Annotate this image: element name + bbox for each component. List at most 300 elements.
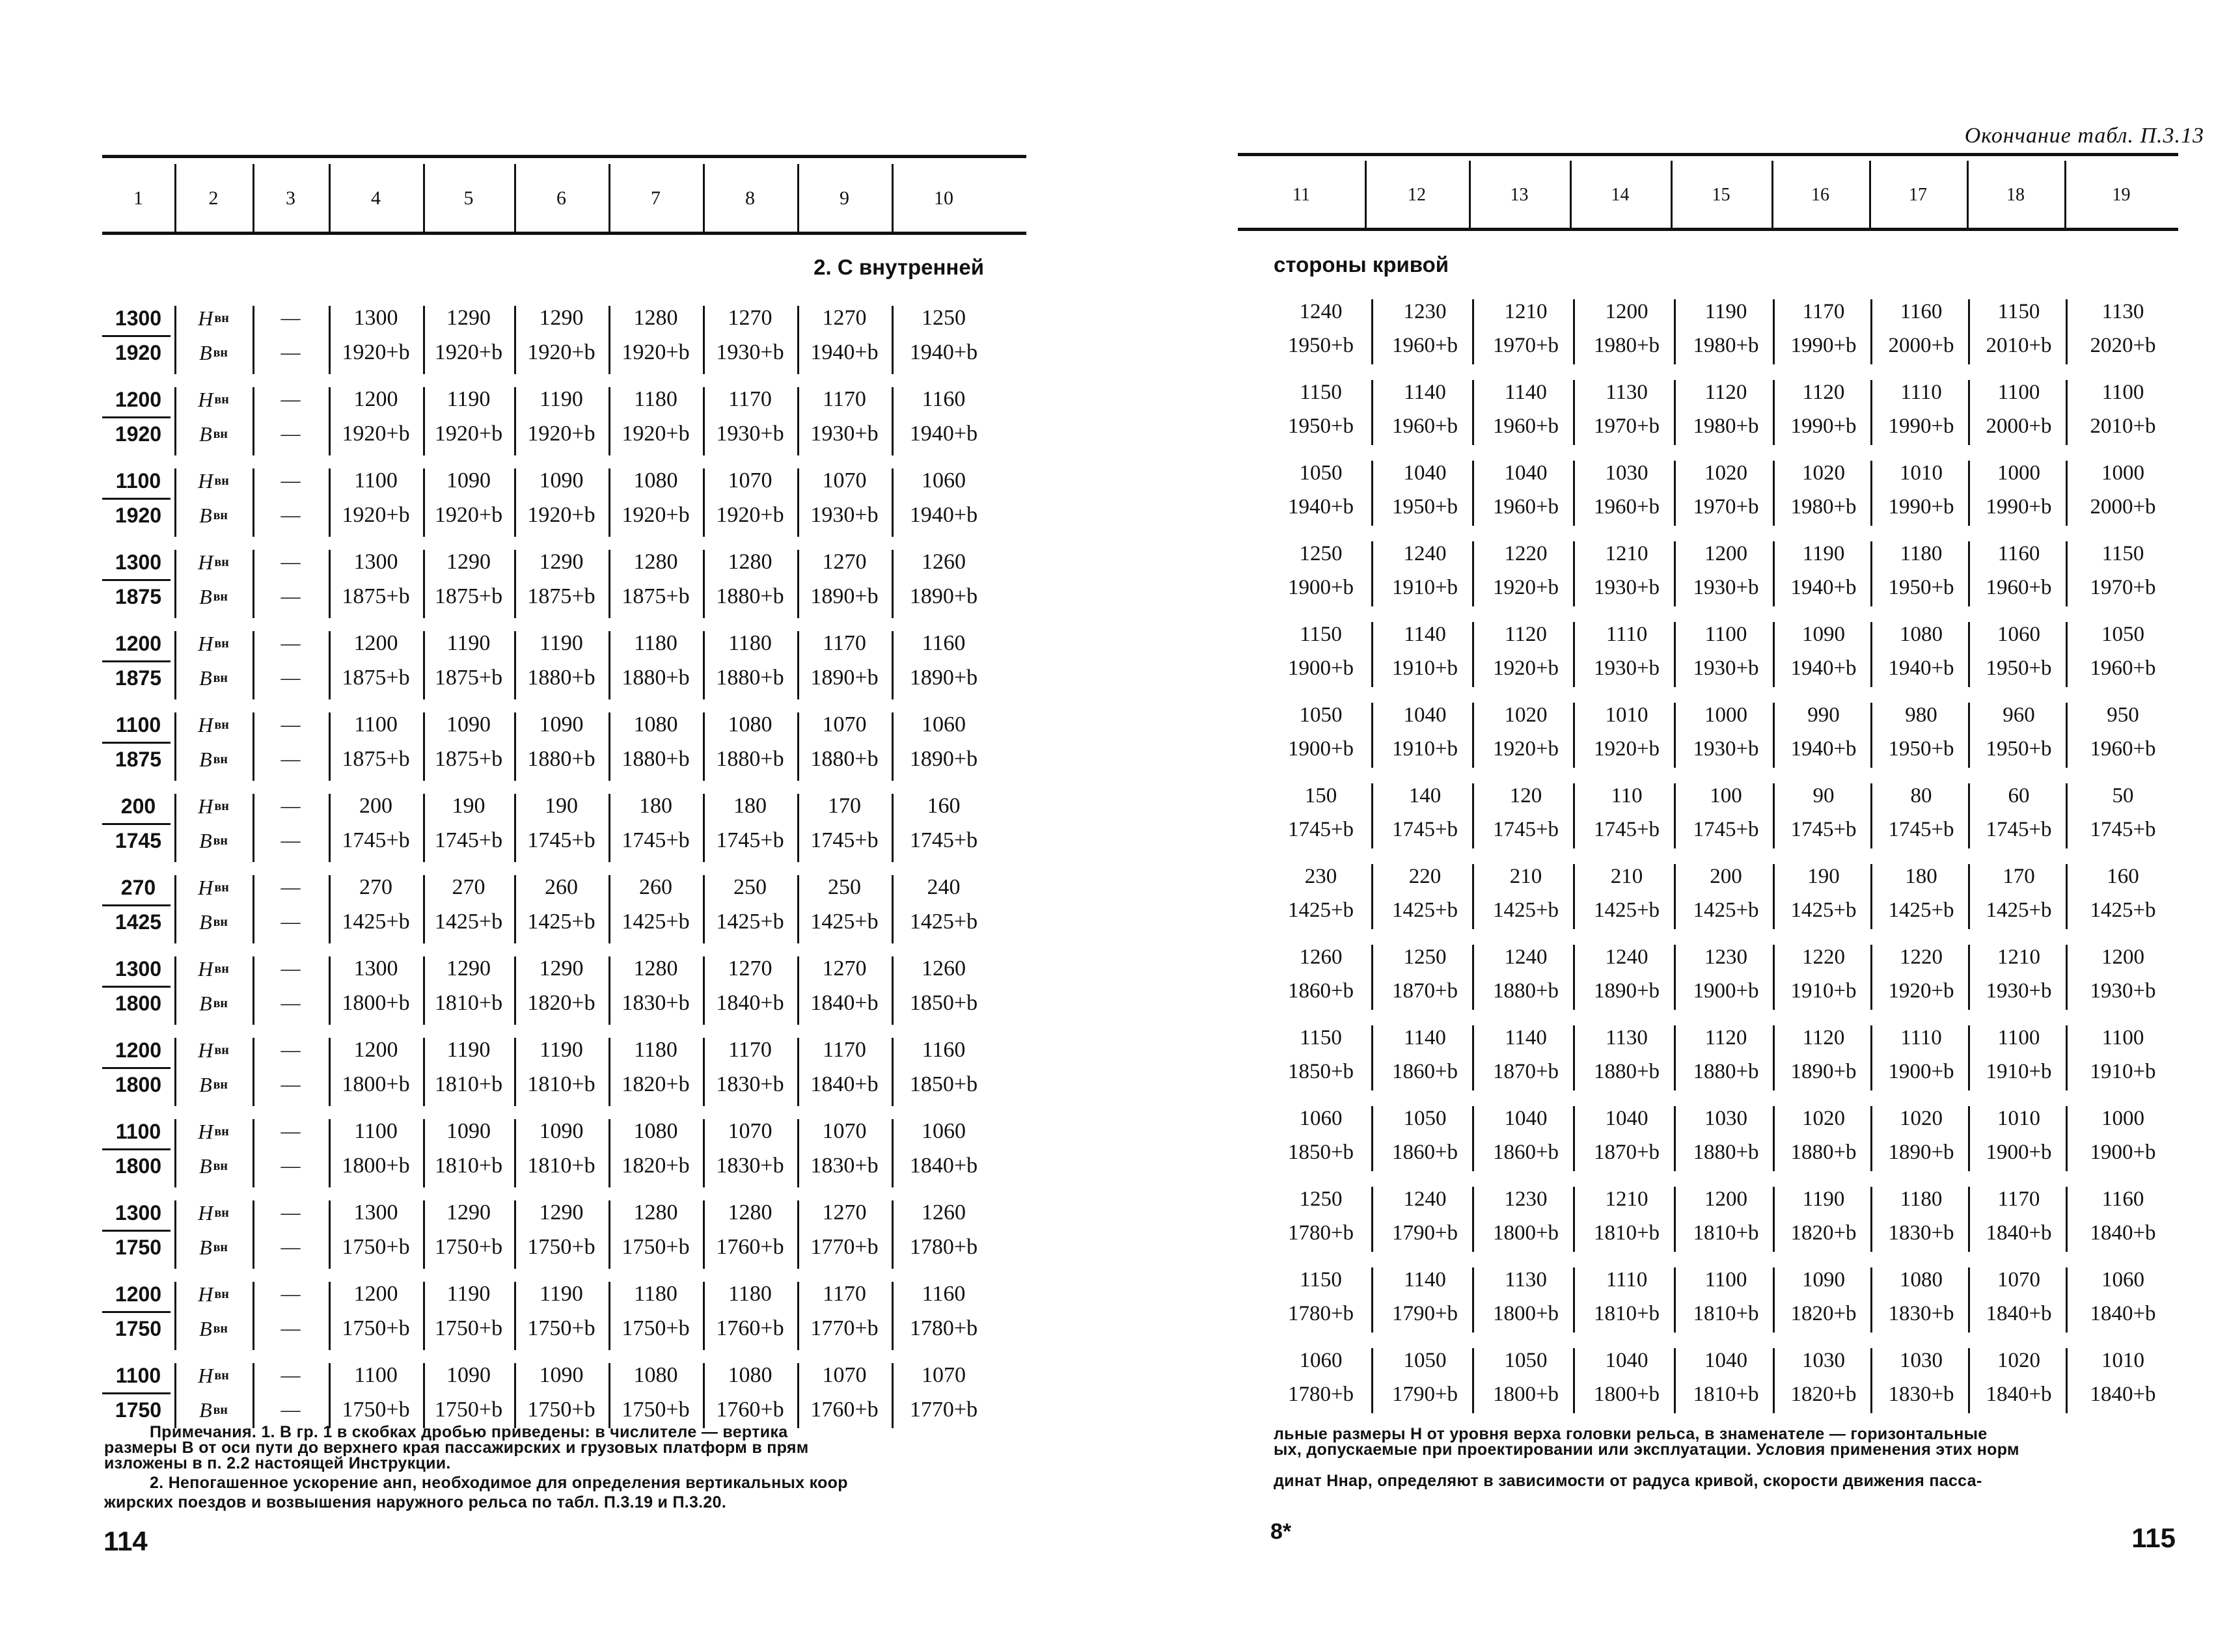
column-separator bbox=[253, 631, 254, 699]
column-separator bbox=[1472, 461, 1474, 526]
column-separator bbox=[1573, 783, 1575, 848]
value-b: 1950+b bbox=[1287, 414, 1354, 438]
column-separator bbox=[329, 875, 331, 943]
value-h: 1240 bbox=[1299, 299, 1343, 323]
value-h: 120 bbox=[1509, 783, 1542, 807]
column-separator bbox=[703, 164, 705, 232]
value-b: 1830+b bbox=[1888, 1221, 1954, 1245]
value-h: 1170 bbox=[728, 387, 772, 411]
column-separator bbox=[892, 468, 894, 537]
symbol-b bbox=[174, 418, 253, 450]
value-b: 1750+b bbox=[434, 1235, 503, 1259]
value-b: 1880+b bbox=[622, 747, 690, 771]
symbol-letter: B bbox=[199, 340, 212, 364]
value-h: 1050 bbox=[1299, 461, 1343, 485]
value-b: 1880+b bbox=[527, 747, 595, 771]
column-separator bbox=[1573, 1267, 1575, 1333]
symbol-b bbox=[174, 1232, 253, 1263]
value-h: 1080 bbox=[1900, 622, 1943, 646]
column-separator bbox=[423, 875, 425, 943]
column-separator bbox=[892, 1282, 894, 1350]
note-line: льные размеры H от уровня верха головки рельса, в знаменателе — горизонтальные bbox=[1274, 1425, 1988, 1443]
symbol-subscript: вн bbox=[214, 961, 229, 976]
column-separator bbox=[423, 306, 425, 374]
value-h: 1090 bbox=[539, 468, 584, 493]
value-b: 1780+b bbox=[1287, 1301, 1354, 1325]
value-b: 1840+b bbox=[2090, 1221, 2156, 1245]
column-separator bbox=[514, 875, 516, 943]
column-separator bbox=[1472, 299, 1474, 364]
value-h: 160 bbox=[2107, 864, 2139, 888]
symbol-b bbox=[174, 581, 253, 612]
column-separator bbox=[703, 1038, 705, 1106]
column-separator bbox=[1570, 161, 1572, 229]
value-h: 1140 bbox=[1404, 380, 1446, 404]
value-h: 1070 bbox=[822, 1363, 867, 1387]
value-h: 1260 bbox=[922, 1200, 966, 1225]
value-b: 1930+b bbox=[2090, 979, 2156, 1003]
fraction-bar bbox=[102, 335, 171, 337]
value-b: 1745+b bbox=[2090, 817, 2156, 841]
value-h: 1170 bbox=[823, 631, 866, 655]
value-h: 1040 bbox=[1403, 461, 1447, 485]
value-h: 1180 bbox=[728, 631, 772, 655]
value-b: 1920+b bbox=[342, 340, 410, 364]
column-separator bbox=[609, 631, 610, 699]
value-h: 1110 bbox=[1606, 1267, 1648, 1292]
value-b: 1880+b bbox=[622, 666, 690, 690]
value-b: 1960+b bbox=[2090, 656, 2156, 680]
column-separator bbox=[703, 468, 705, 537]
value-h: 1080 bbox=[633, 1363, 678, 1387]
symbol-b bbox=[174, 1150, 253, 1182]
column-separator bbox=[253, 712, 254, 781]
value-h: 1070 bbox=[822, 712, 867, 737]
value-h: 1090 bbox=[539, 1363, 584, 1387]
value-b: 1940+b bbox=[909, 340, 978, 364]
value-b: 1750+b bbox=[622, 1316, 690, 1340]
column-header: 1 bbox=[133, 187, 143, 209]
column-separator bbox=[1573, 461, 1575, 526]
header-bottom-rule bbox=[102, 232, 1026, 235]
symbol-letter: H bbox=[198, 1119, 213, 1143]
value-h: 1170 bbox=[823, 1282, 866, 1306]
value-b: 1940+b bbox=[810, 340, 879, 364]
value-h: 1100 bbox=[1997, 380, 2040, 404]
column-separator bbox=[423, 956, 425, 1025]
column-separator bbox=[892, 164, 894, 232]
value-h: 1300 bbox=[353, 550, 398, 574]
value-h: 1060 bbox=[1299, 1348, 1343, 1372]
symbol-subscript: вн bbox=[214, 1368, 229, 1383]
value-h: 1290 bbox=[446, 306, 491, 330]
column-separator bbox=[174, 712, 176, 781]
column-header: 16 bbox=[1811, 185, 1829, 205]
column-separator bbox=[423, 631, 425, 699]
value-b: 1990+b bbox=[1790, 414, 1857, 438]
value-h: 1110 bbox=[1900, 1025, 1942, 1049]
dash-cell: — bbox=[280, 1202, 301, 1223]
symbol-letter: H bbox=[198, 712, 213, 737]
value-b: 1830+b bbox=[622, 991, 690, 1015]
value-h: 260 bbox=[545, 875, 578, 899]
value-h: 1220 bbox=[1900, 945, 1943, 969]
symbol-letter: H bbox=[198, 1200, 213, 1225]
value-h: 1180 bbox=[634, 1038, 677, 1062]
value-b: 1425+b bbox=[342, 910, 410, 934]
column-separator bbox=[1771, 161, 1773, 229]
fraction-bar bbox=[102, 742, 171, 744]
value-h: 1180 bbox=[1900, 541, 1943, 565]
column-separator bbox=[1968, 1106, 1970, 1171]
value-b: 1930+b bbox=[1693, 656, 1759, 680]
symbol-subscript: вн bbox=[213, 426, 228, 441]
value-h: 1190 bbox=[446, 631, 491, 655]
column-separator bbox=[1371, 541, 1373, 606]
symbol-letter: H bbox=[198, 306, 213, 330]
value-h: 1180 bbox=[634, 387, 677, 411]
value-b: 1830+b bbox=[1888, 1301, 1954, 1325]
column-separator bbox=[1968, 945, 1970, 1010]
value-b: 1800+b bbox=[342, 991, 410, 1015]
value-h: 1240 bbox=[1605, 945, 1648, 969]
symbol-b bbox=[174, 1313, 253, 1344]
value-b: 1920+b bbox=[434, 422, 503, 446]
value-h: 1270 bbox=[822, 550, 867, 574]
symbol-letter: H bbox=[198, 794, 213, 818]
column-separator bbox=[1773, 1187, 1775, 1252]
column-separator bbox=[174, 164, 176, 232]
value-h: 1250 bbox=[1299, 1187, 1343, 1211]
column-header: 2 bbox=[208, 187, 219, 209]
value-b: 1940+b bbox=[1790, 737, 1857, 761]
value-b: 1840+b bbox=[1986, 1301, 2052, 1325]
column-separator bbox=[1968, 461, 1970, 526]
value-h: 1180 bbox=[634, 631, 677, 655]
value-h: 1280 bbox=[728, 1200, 773, 1225]
value-h: 1060 bbox=[922, 468, 966, 493]
dash-cell: — bbox=[280, 1074, 301, 1095]
value-h: 1290 bbox=[539, 306, 584, 330]
value-b: 1750+b bbox=[342, 1235, 410, 1259]
value-b: 1940+b bbox=[909, 422, 978, 446]
value-h: 170 bbox=[828, 794, 861, 818]
note-line: жирских поездов и возвышения наружного рельса по табл. П.3.19 и П.3.20. bbox=[104, 1493, 727, 1511]
column-separator bbox=[1674, 380, 1676, 445]
value-b: 1875+b bbox=[622, 584, 690, 608]
value-b: 1990+b bbox=[1986, 494, 2052, 519]
value-b: 1890+b bbox=[810, 666, 879, 690]
column-separator bbox=[423, 550, 425, 618]
column-separator bbox=[1674, 541, 1676, 606]
note-line: размеры B от оси пути до верхнего края пассажирских и грузовых платформ в прям bbox=[104, 1439, 809, 1457]
value-h: 1270 bbox=[822, 306, 867, 330]
symbol-subscript: вн bbox=[213, 752, 228, 766]
value-b: 1880+b bbox=[1693, 1140, 1759, 1164]
column-separator bbox=[1671, 161, 1673, 229]
column-separator bbox=[1674, 461, 1676, 526]
column-separator bbox=[1968, 1025, 1970, 1090]
value-h: 1100 bbox=[354, 712, 398, 737]
column-separator bbox=[174, 550, 176, 618]
symbol-b bbox=[174, 500, 253, 531]
value-b: 1745+b bbox=[342, 828, 410, 852]
column-separator bbox=[1573, 541, 1575, 606]
value-b: 2000+b bbox=[2090, 494, 2156, 519]
value-b: 1810+b bbox=[434, 991, 503, 1015]
row-denominator: 1920 bbox=[115, 340, 162, 364]
column-separator bbox=[1573, 864, 1575, 929]
value-b: 1870+b bbox=[1492, 1059, 1559, 1083]
value-h: 1120 bbox=[1704, 380, 1747, 404]
value-h: 1100 bbox=[2101, 380, 2144, 404]
value-h: 1190 bbox=[540, 631, 583, 655]
column-separator bbox=[2066, 1267, 2068, 1333]
column-separator bbox=[1472, 864, 1474, 929]
value-h: 1070 bbox=[922, 1363, 966, 1387]
column-separator bbox=[1870, 1025, 1872, 1090]
value-h: 1010 bbox=[1900, 461, 1943, 485]
symbol-h bbox=[174, 547, 253, 578]
column-separator bbox=[423, 164, 425, 232]
column-separator bbox=[1968, 541, 1970, 606]
value-h: 1120 bbox=[1802, 1025, 1845, 1049]
symbol-subscript: вн bbox=[213, 1402, 228, 1417]
value-b: 1810+b bbox=[434, 1154, 503, 1178]
column-separator bbox=[253, 387, 254, 455]
value-h: 1090 bbox=[446, 1363, 491, 1387]
column-header: 10 bbox=[934, 187, 953, 209]
value-h: 1270 bbox=[822, 956, 867, 981]
column-separator bbox=[797, 631, 799, 699]
value-h: 1280 bbox=[728, 550, 773, 574]
value-b: 1750+b bbox=[622, 1398, 690, 1422]
value-h: 1100 bbox=[354, 1119, 398, 1143]
column-separator bbox=[1968, 299, 1970, 364]
symbol-letter: B bbox=[199, 584, 212, 608]
value-b: 1890+b bbox=[1888, 1140, 1954, 1164]
column-separator bbox=[253, 1038, 254, 1106]
value-b: 1880+b bbox=[527, 666, 595, 690]
value-b: 1920+b bbox=[527, 340, 595, 364]
value-h: 1170 bbox=[1802, 299, 1845, 323]
value-h: 1160 bbox=[1900, 299, 1943, 323]
column-separator bbox=[514, 306, 516, 374]
value-h: 1200 bbox=[1704, 541, 1747, 565]
note-line: ых, допускаемые при проектировании или эксплуатации. Условия применения этих норм bbox=[1274, 1441, 2019, 1459]
value-h: 1080 bbox=[633, 1119, 678, 1143]
column-separator bbox=[253, 1282, 254, 1350]
value-h: 1160 bbox=[922, 387, 966, 411]
value-b: 1425+b bbox=[1790, 898, 1857, 922]
value-b: 2000+b bbox=[1986, 414, 2052, 438]
column-separator bbox=[253, 956, 254, 1025]
fraction-bar bbox=[102, 1230, 171, 1232]
column-separator bbox=[1472, 1106, 1474, 1171]
column-separator bbox=[797, 956, 799, 1025]
value-b: 1790+b bbox=[1391, 1382, 1458, 1406]
symbol-h bbox=[174, 384, 253, 415]
value-h: 1000 bbox=[1997, 461, 2040, 485]
value-h: 1230 bbox=[1403, 299, 1447, 323]
value-b: 1930+b bbox=[1986, 979, 2052, 1003]
column-separator bbox=[1773, 1348, 1775, 1413]
value-h: 1040 bbox=[1403, 703, 1447, 727]
column-separator bbox=[1371, 461, 1373, 526]
value-h: 1030 bbox=[1605, 461, 1648, 485]
value-h: 1070 bbox=[822, 468, 867, 493]
symbol-h bbox=[174, 1360, 253, 1391]
column-separator bbox=[329, 712, 331, 781]
value-h: 1090 bbox=[539, 712, 584, 737]
value-h: 1000 bbox=[1704, 703, 1747, 727]
column-separator bbox=[514, 631, 516, 699]
value-b: 1750+b bbox=[527, 1316, 595, 1340]
symbol-letter: H bbox=[198, 631, 213, 655]
symbol-subscript: вн bbox=[213, 1077, 228, 1092]
value-b: 1890+b bbox=[909, 584, 978, 608]
value-b: 1880+b bbox=[716, 747, 784, 771]
row-numerator: 1100 bbox=[115, 1363, 161, 1387]
column-separator bbox=[1968, 1267, 1970, 1333]
column-separator bbox=[423, 1119, 425, 1187]
column-separator bbox=[892, 1363, 894, 1428]
column-separator bbox=[1773, 864, 1775, 929]
value-b: 1810+b bbox=[527, 1154, 595, 1178]
value-b: 1760+b bbox=[716, 1316, 784, 1340]
value-h: 990 bbox=[1807, 703, 1840, 727]
value-h: 190 bbox=[1807, 864, 1840, 888]
symbol-subscript: вн bbox=[213, 833, 228, 848]
column-separator bbox=[1371, 1267, 1373, 1333]
value-h: 1290 bbox=[446, 956, 491, 981]
column-separator bbox=[609, 468, 610, 537]
column-separator bbox=[609, 1363, 610, 1428]
value-b: 1760+b bbox=[810, 1398, 879, 1422]
value-h: 1270 bbox=[728, 306, 773, 330]
symbol-subscript: вн bbox=[213, 1158, 228, 1173]
column-header: 13 bbox=[1510, 185, 1529, 205]
column-separator bbox=[1870, 622, 1872, 687]
column-separator bbox=[892, 1119, 894, 1187]
value-h: 90 bbox=[1812, 783, 1835, 807]
value-b: 1930+b bbox=[716, 422, 784, 446]
symbol-h bbox=[174, 791, 253, 822]
value-h: 1280 bbox=[633, 1200, 678, 1225]
value-b: 1745+b bbox=[527, 828, 595, 852]
column-separator bbox=[329, 306, 331, 374]
column-separator bbox=[892, 306, 894, 374]
column-header: 8 bbox=[745, 187, 755, 209]
column-separator bbox=[1674, 783, 1676, 848]
symbol-h bbox=[174, 1197, 253, 1228]
fraction-bar bbox=[102, 986, 171, 988]
column-separator bbox=[703, 875, 705, 943]
column-separator bbox=[2066, 1025, 2068, 1090]
value-h: 1290 bbox=[539, 1200, 584, 1225]
column-separator bbox=[329, 1038, 331, 1106]
value-b: 1840+b bbox=[1986, 1382, 2052, 1406]
value-h: 1070 bbox=[728, 468, 773, 493]
column-separator bbox=[1968, 380, 1970, 445]
symbol-letter: B bbox=[199, 1316, 212, 1340]
value-b: 1425+b bbox=[2090, 898, 2156, 922]
value-b: 1950+b bbox=[1986, 656, 2052, 680]
column-separator bbox=[2066, 783, 2068, 848]
column-separator bbox=[2066, 299, 2068, 364]
symbol-subscript: вн bbox=[213, 589, 228, 604]
column-separator bbox=[1968, 622, 1970, 687]
value-b: 1880+b bbox=[716, 584, 784, 608]
row-numerator: 1100 bbox=[115, 468, 161, 493]
value-b: 1950+b bbox=[1888, 575, 1954, 599]
column-separator bbox=[1870, 783, 1872, 848]
value-h: 1270 bbox=[728, 956, 773, 981]
row-denominator: 1875 bbox=[115, 747, 162, 771]
value-h: 1190 bbox=[1704, 299, 1747, 323]
symbol-subscript: вн bbox=[213, 508, 228, 522]
value-h: 1040 bbox=[1605, 1106, 1648, 1130]
value-b: 1840+b bbox=[2090, 1301, 2156, 1325]
value-h: 250 bbox=[828, 875, 861, 899]
symbol-letter: B bbox=[199, 1072, 212, 1096]
column-separator bbox=[703, 387, 705, 455]
value-b: 1850+b bbox=[909, 991, 978, 1015]
column-separator bbox=[514, 1119, 516, 1187]
value-h: 1160 bbox=[922, 1282, 966, 1306]
dash-cell: — bbox=[280, 586, 301, 607]
value-b: 1930+b bbox=[1593, 575, 1660, 599]
dash-cell: — bbox=[280, 504, 301, 526]
column-separator bbox=[797, 875, 799, 943]
column-separator bbox=[1869, 161, 1871, 229]
symbol-subscript: вн bbox=[214, 392, 229, 407]
value-b: 1940+b bbox=[1790, 575, 1857, 599]
column-separator bbox=[703, 1363, 705, 1428]
column-separator bbox=[514, 794, 516, 862]
value-h: 1050 bbox=[1403, 1348, 1447, 1372]
column-separator bbox=[1472, 622, 1474, 687]
value-h: 1300 bbox=[353, 956, 398, 981]
symbol-letter: B bbox=[199, 503, 212, 527]
value-h: 1010 bbox=[2101, 1348, 2144, 1372]
column-separator bbox=[1674, 864, 1676, 929]
value-h: 1060 bbox=[922, 712, 966, 737]
column-separator bbox=[609, 712, 610, 781]
value-b: 1810+b bbox=[1693, 1382, 1759, 1406]
section-caption: стороны кривой bbox=[1274, 252, 1449, 277]
value-h: 1190 bbox=[540, 387, 583, 411]
value-b: 1940+b bbox=[1287, 494, 1354, 519]
value-b: 1800+b bbox=[1492, 1382, 1559, 1406]
value-b: 1425+b bbox=[527, 910, 595, 934]
row-numerator: 1300 bbox=[115, 1200, 162, 1225]
row-denominator: 1800 bbox=[115, 991, 162, 1015]
value-b: 1875+b bbox=[342, 584, 410, 608]
value-b: 1980+b bbox=[1593, 333, 1660, 357]
value-h: 1150 bbox=[2101, 541, 2144, 565]
value-b: 1810+b bbox=[1693, 1221, 1759, 1245]
column-separator bbox=[1674, 299, 1676, 364]
value-b: 1850+b bbox=[1287, 1140, 1354, 1164]
column-separator bbox=[1870, 1187, 1872, 1252]
value-b: 1425+b bbox=[716, 910, 784, 934]
value-b: 1745+b bbox=[1888, 817, 1954, 841]
value-h: 1130 bbox=[1606, 1025, 1648, 1049]
value-h: 980 bbox=[1905, 703, 1937, 727]
value-h: 1100 bbox=[1997, 1025, 2040, 1049]
column-separator bbox=[1472, 1025, 1474, 1090]
